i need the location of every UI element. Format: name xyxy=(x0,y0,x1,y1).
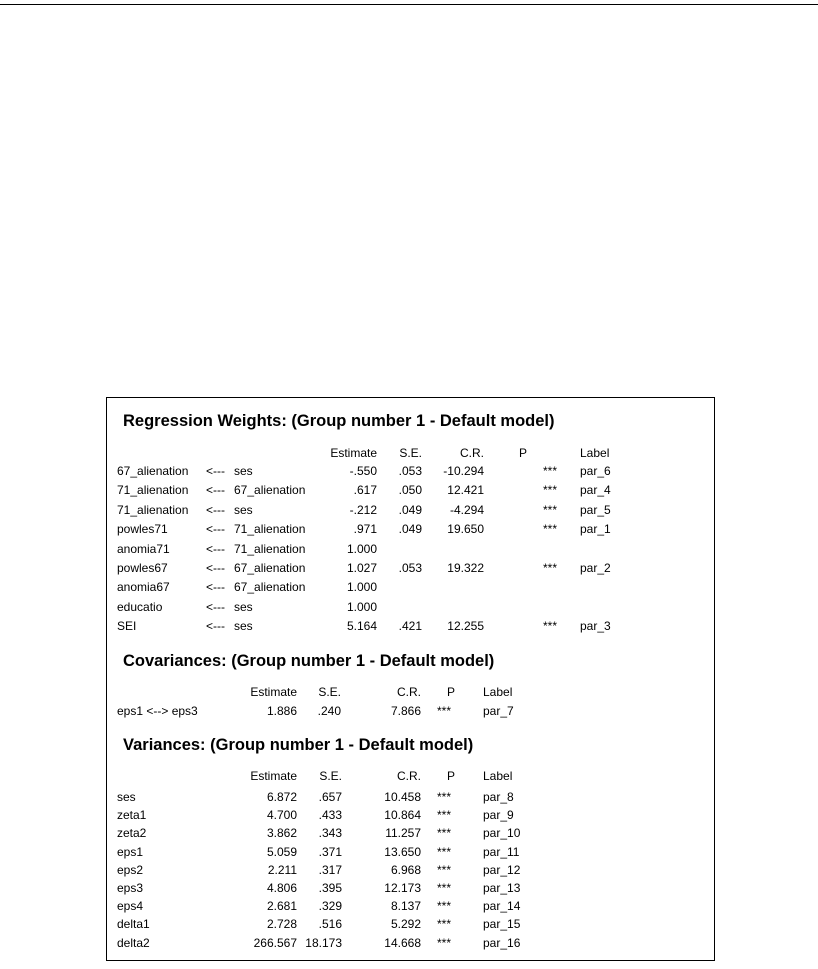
regression-estimate: 1.000 xyxy=(346,599,377,614)
regression-predictor-variable: 67_alienation xyxy=(234,580,306,595)
covariance-estimate: 1.886 xyxy=(266,704,297,718)
variance-estimate: 266.567 xyxy=(253,935,297,950)
variance-se: .657 xyxy=(318,790,342,804)
header-p: P xyxy=(518,446,527,460)
cov-header-label: Label xyxy=(483,685,513,699)
var-header-p: P xyxy=(446,769,455,783)
variance-cr: 14.668 xyxy=(384,935,421,950)
covariance-p: *** xyxy=(437,704,452,718)
regression-cr: 12.421 xyxy=(447,483,484,498)
variance-label: par_15 xyxy=(483,917,521,932)
variance-cr: 8.137 xyxy=(390,899,421,914)
regression-cr: 19.650 xyxy=(447,522,484,537)
regression-arrow: <--- xyxy=(206,599,225,614)
variance-estimate: 4.806 xyxy=(266,881,297,895)
variances-title: Variances: (Group number 1 - Default model) xyxy=(123,736,474,754)
regression-arrow: <--- xyxy=(206,464,225,478)
regression-arrow: <--- xyxy=(206,561,225,575)
regression-se: .049 xyxy=(398,522,422,537)
variance-cr: 10.458 xyxy=(384,790,421,804)
variance-cr: 5.292 xyxy=(390,917,421,932)
regression-estimate: .971 xyxy=(353,522,377,537)
regression-predictor-variable: ses xyxy=(234,464,253,478)
regression-dependent-variable: 71_alienation xyxy=(117,502,189,517)
variance-p: *** xyxy=(437,844,452,859)
regression-dependent-variable: anomia71 xyxy=(117,541,170,556)
regression-dependent-variable: powles67 xyxy=(117,561,168,575)
cov-header-se: S.E. xyxy=(318,685,341,699)
regression-estimate: 1.027 xyxy=(346,561,377,575)
variance-se: .395 xyxy=(318,881,342,895)
variance-p: *** xyxy=(437,899,452,914)
variance-label: par_14 xyxy=(483,899,521,914)
amos-output-panel xyxy=(106,397,715,961)
variance-label: par_8 xyxy=(483,790,514,804)
variance-se: .516 xyxy=(318,917,342,932)
regression-label: par_6 xyxy=(580,464,611,478)
variance-p: *** xyxy=(437,881,452,895)
variance-estimate: 2.681 xyxy=(266,899,297,914)
var-header-label: Label xyxy=(483,769,513,783)
variance-parameter: delta2 xyxy=(117,935,150,950)
regression-dependent-variable: anomia67 xyxy=(117,580,170,595)
regression-cr: -10.294 xyxy=(443,464,484,478)
header-se: S.E. xyxy=(399,446,422,460)
cov-header-cr: C.R. xyxy=(397,685,421,699)
variance-estimate: 6.872 xyxy=(266,790,297,804)
regression-arrow: <--- xyxy=(206,541,225,556)
var-header-cr: C.R. xyxy=(397,769,421,783)
header-estimate: Estimate xyxy=(330,446,377,460)
variance-cr: 12.173 xyxy=(384,881,421,895)
variance-label: par_13 xyxy=(483,881,521,895)
variance-parameter: zeta1 xyxy=(117,808,147,823)
regression-arrow: <--- xyxy=(206,580,225,595)
covariance-se: .240 xyxy=(317,704,341,718)
variance-p: *** xyxy=(437,826,452,841)
regression-predictor-variable: ses xyxy=(234,599,253,614)
variance-parameter: eps4 xyxy=(117,899,144,914)
covariance-cr: 7.866 xyxy=(390,704,421,718)
regression-arrow: <--- xyxy=(206,619,225,634)
regression-predictor-variable: ses xyxy=(234,619,253,634)
variance-se: .317 xyxy=(318,862,342,877)
variance-label: par_16 xyxy=(483,935,521,950)
regression-p: *** xyxy=(543,522,558,537)
variance-cr: 10.864 xyxy=(384,808,421,823)
covariances-title: Covariances: (Group number 1 - Default model) xyxy=(123,652,495,670)
regression-estimate: 1.000 xyxy=(346,541,377,556)
variance-se: .433 xyxy=(318,808,342,823)
variance-p: *** xyxy=(437,862,452,877)
variance-parameter: ses xyxy=(117,790,136,804)
regression-p: *** xyxy=(543,561,558,575)
regression-estimate: -.212 xyxy=(349,502,377,517)
variance-estimate: 5.059 xyxy=(266,844,297,859)
variance-p: *** xyxy=(437,917,452,932)
regression-se: .050 xyxy=(398,483,422,498)
variance-label: par_10 xyxy=(483,826,521,841)
regression-cr: -4.294 xyxy=(449,502,484,517)
variance-parameter: eps3 xyxy=(117,881,144,895)
covariance-label: par_7 xyxy=(483,704,514,718)
regression-p: *** xyxy=(543,464,558,478)
regression-label: par_3 xyxy=(580,619,611,634)
variance-p: *** xyxy=(437,935,452,950)
regression-arrow: <--- xyxy=(206,502,225,517)
variance-parameter: eps2 xyxy=(117,862,144,877)
variance-cr: 6.968 xyxy=(390,862,421,877)
var-header-se: S.E. xyxy=(319,769,342,783)
regression-p: *** xyxy=(543,502,558,517)
variance-estimate: 3.862 xyxy=(266,826,297,841)
header-cr: C.R. xyxy=(460,446,484,460)
header-label: Label xyxy=(580,446,610,460)
regression-predictor-variable: 67_alienation xyxy=(234,561,306,575)
regression-se: .049 xyxy=(398,502,422,517)
variance-p: *** xyxy=(437,808,452,823)
regression-p: *** xyxy=(543,619,558,634)
regression-predictor-variable: 71_alienation xyxy=(234,522,306,537)
covariance-pair: eps1 <--> eps3 xyxy=(117,704,198,718)
regression-estimate: 5.164 xyxy=(346,619,377,634)
variance-label: par_12 xyxy=(483,862,521,877)
regression-weights-title: Regression Weights: (Group number 1 - Default model) xyxy=(123,412,555,430)
variance-se: .343 xyxy=(318,826,342,841)
regression-label: par_4 xyxy=(580,483,611,498)
regression-label: par_1 xyxy=(580,522,611,537)
variance-cr: 13.650 xyxy=(384,844,421,859)
regression-p: *** xyxy=(543,483,558,498)
var-header-estimate: Estimate xyxy=(250,769,297,783)
regression-se: .421 xyxy=(398,619,422,634)
variance-estimate: 2.728 xyxy=(266,917,297,932)
page-top-rule xyxy=(0,4,818,5)
regression-predictor-variable: 67_alienation xyxy=(234,483,306,498)
regression-dependent-variable: powles71 xyxy=(117,522,168,537)
variance-estimate: 4.700 xyxy=(266,808,297,823)
regression-dependent-variable: 67_alienation xyxy=(117,464,189,478)
regression-se: .053 xyxy=(398,561,422,575)
regression-label: par_5 xyxy=(580,502,611,517)
regression-dependent-variable: 71_alienation xyxy=(117,483,189,498)
variance-se: 18.173 xyxy=(305,935,342,950)
variance-cr: 11.257 xyxy=(385,826,421,841)
regression-estimate: 1.000 xyxy=(346,580,377,595)
variance-se: .371 xyxy=(318,844,342,859)
variance-label: par_9 xyxy=(483,808,514,823)
cov-header-p: P xyxy=(446,685,455,699)
regression-estimate: -.550 xyxy=(349,464,377,478)
regression-predictor-variable: ses xyxy=(234,502,253,517)
variance-parameter: delta1 xyxy=(117,917,150,932)
variance-se: .329 xyxy=(318,899,342,914)
regression-arrow: <--- xyxy=(206,522,225,537)
regression-dependent-variable: educatio xyxy=(117,599,163,614)
regression-arrow: <--- xyxy=(206,483,225,498)
regression-estimate: .617 xyxy=(353,483,377,498)
cov-header-estimate: Estimate xyxy=(250,685,297,699)
variance-estimate: 2.211 xyxy=(267,862,297,877)
regression-cr: 19.322 xyxy=(447,561,484,575)
regression-predictor-variable: 71_alienation xyxy=(234,541,306,556)
regression-se: .053 xyxy=(398,464,422,478)
regression-cr: 12.255 xyxy=(447,619,484,634)
variance-label: par_11 xyxy=(483,844,520,859)
regression-dependent-variable: SEI xyxy=(117,619,137,634)
variance-p: *** xyxy=(437,790,452,804)
variance-parameter: eps1 xyxy=(117,844,144,859)
variance-parameter: zeta2 xyxy=(117,826,147,841)
regression-label: par_2 xyxy=(580,561,611,575)
